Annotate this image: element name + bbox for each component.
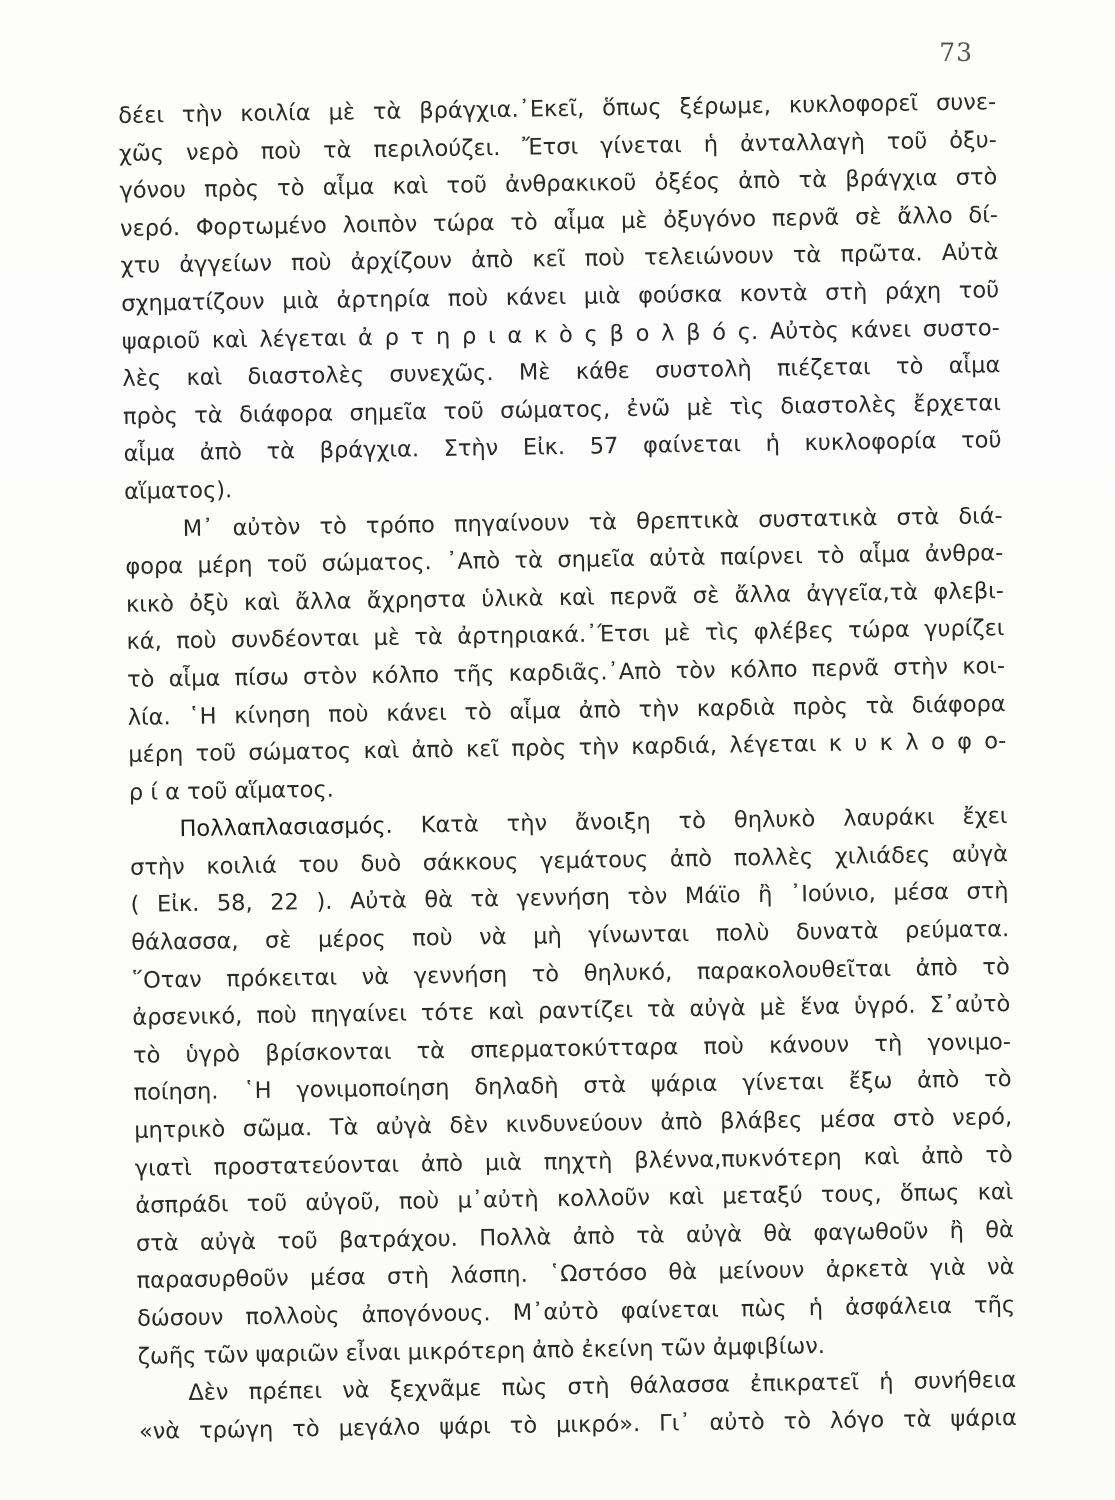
- text-line: στὴν κοιλιά του δυὸ σάκκους γεμάτους ἀπὸ πολλὲς χιλιάδες αὐγὰ: [129, 840, 1009, 881]
- text-line: ἀρσενικό, ποὺ πηγαίνει τότε καὶ ραντίζει τὰ αὐγὰ μὲ ἕνα ὑγρό. Σ᾿αὐτὸ: [132, 991, 1011, 1032]
- text-line: στὰ αὐγὰ τοῦ βατράχου. Πολλὰ ἀπὸ τὰ αὐγὰ θὰ φαγωθοῦν ἢ θὰ: [135, 1216, 1015, 1257]
- text-line: «νὰ τρώγη τὸ μεγάλο ψάρι τὸ μικρό». Γι᾿ αὐτὸ τὸ λόγο τὰ ψάρια: [138, 1404, 1018, 1445]
- text-line: κά, ποὺ συνδέονται μὲ τὰ ἀρτηριακά.᾿Έτσι μὲ τὶς φλέβες τώρα γυρίζει: [126, 615, 1005, 656]
- text-line: Μ᾿ αὐτὸν τὸ τρόπο πηγαίνουν τὰ θρεπτικὰ συστατικὰ στὰ διά-: [182, 502, 1003, 542]
- text-line: λὲς καὶ διαστολὲς συνεχῶς. Μὲ κάθε συστολὴ πιέζεται τὸ αἷμα: [122, 352, 1001, 393]
- text-line: σχηματίζουν μιὰ ἀρτηρία ποὺ κάνει μιὰ φούσκα κοντὰ στὴ ράχη τοῦ: [121, 277, 1000, 317]
- text-line: δέει τὴν κοιλία μὲ τὰ βράγχια.᾿Εκεῖ, ὅπως ξέρωμε, κυκλοφορεῖ συνε-: [118, 89, 997, 129]
- body-text: [118, 84, 1017, 1451]
- text-line: ψαριοῦ καὶ λέγεται ἀ ρ τ η ρ ι α κ ὸ ς β ο λ β ό ς. Αὐτὸς κάνει συστο-: [121, 314, 1000, 355]
- text-run: Κατὰ τὴν ἄνοιξη τὸ θηλυκὸ λαυράκι ἔχει: [420, 803, 1008, 839]
- text-line: αἷμα ἀπὸ τὰ βράγχια. Στὴν Εἰκ. 57 φαίνεται ἡ κυκλοφορία τοῦ: [123, 427, 1002, 468]
- text-line: μητρικὸ σῶμα. Τὰ αὐγὰ δὲν κινδυνεύουν ἀπὸ βλάβες μέσα στὸ νερό,: [134, 1104, 1013, 1144]
- text-line: ζωῆς τῶν ψαριῶν εἶναι μικρότερη ἀπὸ ἐκείνη τῶν ἀμφιβίων.: [137, 1332, 826, 1370]
- text-line: χτυ ἀγγείων ποὺ ἀρχίζουν ἀπὸ κεῖ ποὺ τελειώνουν τὰ πρῶτα. Αὐτὰ: [120, 239, 999, 280]
- text-line: δώσουν πολλοὺς ἀπογόνους. Μ᾿αὐτὸ φαίνεται πὼς ἡ ἀσφάλεια τῆς: [136, 1292, 1016, 1332]
- text-line: ρ ί α τοῦ αἵματος.: [128, 776, 335, 806]
- text-line: αἵματος).: [123, 477, 233, 505]
- text-line: κικὸ ὀξὺ καὶ ἄλλα ἄχρηστα ὑλικὰ καὶ περνᾶ σὲ ἄλλα ἀγγεῖα,τὰ φλεβι-: [125, 577, 1005, 618]
- text-line: χῶς νερὸ ποὺ τὰ περιλούζει. Ἔτσι γίνεται ἡ ἀνταλλαγὴ τοῦ ὀξυ-: [118, 126, 997, 167]
- text-line: Δὲν πρέπει νὰ ξεχνᾶμε πὼς στὴ θάλασσα ἐπικρατεῖ ἡ συνήθεια: [188, 1367, 1017, 1407]
- page-number: 73: [939, 38, 973, 67]
- text-line: ποίηση. ῾Η γονιμοποίηση δηλαδὴ στὰ ψάρια γίνεται ἔξω ἀπὸ τὸ: [133, 1066, 1012, 1107]
- text-line: παρασυρθοῦν μέσα στὴ λάσπη. ῾Ωστόσο θὰ μείνουν ἀρκετὰ γιὰ νὰ: [136, 1254, 1015, 1295]
- text-line: ἀσπράδι τοῦ αὐγοῦ, ποὺ μ᾿αὐτὴ κολλοῦν καὶ μεταξύ τους, ὅπως καὶ: [135, 1179, 1014, 1220]
- text-line: τὸ αἷμα πίσω στὸν κόλπο τῆς καρδιᾶς.᾿Απὸ τὸν κόλπο περνᾶ στὴν κοι-: [126, 653, 1006, 693]
- section-heading: Πολλαπλασιασμός.: [179, 813, 393, 843]
- text-line: ( Εἰκ. 58, 22 ). Αὐτὰ θὰ τὰ γεννήση τὸν Μάϊο ἢ ᾿Ιούνιο, μέσα στὴ: [130, 878, 1009, 919]
- text-line: τὸ ὑγρὸ βρίσκονται τὰ σπερματοκύτταρα ποὺ κάνουν τὴ γονιμο-: [132, 1028, 1012, 1069]
- text-line: νερό. Φορτωμένο λοιπὸν τώρα τὸ αἷμα μὲ ὀξυγόνο περνᾶ σὲ ἄλλο δί-: [119, 201, 999, 242]
- text-line: φορα μέρη τοῦ σώματος. ᾿Απὸ τὰ σημεῖα αὐτὰ παίρνει τὸ αἷμα ἀνθρα-: [125, 540, 1004, 581]
- text-line: γιατὶ προστατεύονται ἀπὸ μιὰ πηχτὴ βλέννα,πυκνότερη καὶ ἀπὸ τὸ: [134, 1141, 1013, 1182]
- text-line: μέρη τοῦ σώματος καὶ ἀπὸ κεῖ πρὸς τὴν καρδιά, λέγεται κ υ κ λ ο φ ο-: [128, 728, 1007, 769]
- text-line: λία. ῾Η κίνηση ποὺ κάνει τὸ αἷμα ἀπὸ τὴν καρδιὰ πρὸς τὰ διάφορα: [127, 690, 1006, 731]
- text-line: θάλασσα, σὲ μέρος ποὺ νὰ μὴ γίνωνται πολὺ δυνατὰ ρεύματα.: [131, 916, 1010, 956]
- text-line: γόνου πρὸς τὸ αἷμα καὶ τοῦ ἀνθρακικοῦ ὀξέος ἀπὸ τὰ βράγχια στὸ: [119, 164, 998, 205]
- text-line: ῞Οταν πρόκειται νὰ γεννήση τὸ θηλυκό, παρακολουθεῖται ἀπὸ τὸ: [131, 953, 1010, 994]
- text-line: πρὸς τὰ διάφορα σημεῖα τοῦ σώματος, ἐνῶ μὲ τὶς διαστολὲς ἔρχεται: [122, 389, 1002, 430]
